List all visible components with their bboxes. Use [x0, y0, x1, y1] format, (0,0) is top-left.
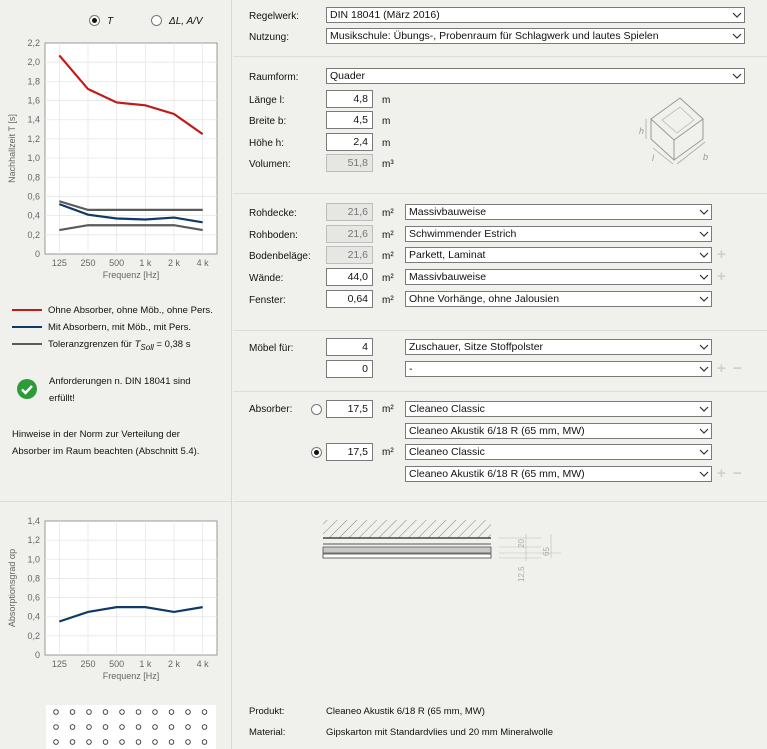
cube-l: l — [652, 153, 654, 163]
rohdecke-area: 21,6 — [326, 203, 373, 221]
divider — [233, 501, 767, 502]
waende-unit: m² — [382, 273, 394, 284]
bodenbelaege-select[interactable] — [405, 247, 712, 263]
chevron-down-icon — [699, 447, 709, 457]
chevron-down-icon — [699, 404, 709, 414]
x-tick-label: 1 k — [139, 659, 152, 669]
absorber-variant-value: Cleaneo Akustik 6/18 R (65 mm, MW) — [409, 425, 585, 437]
fenster-area[interactable]: 0,64 — [326, 290, 373, 308]
y-tick-label: 1,0 — [27, 153, 40, 164]
legend-swatch-gray — [12, 343, 42, 345]
right-panel — [233, 0, 767, 749]
add-moebel-button[interactable]: + — [717, 360, 726, 377]
chevron-down-icon — [699, 207, 709, 217]
remove-moebel-button[interactable]: − — [733, 360, 742, 377]
divider — [233, 391, 767, 392]
laenge-input[interactable]: 4,8 — [326, 90, 373, 108]
y-tick-label: 1,2 — [27, 535, 40, 546]
legend-t: T — [134, 339, 141, 350]
chevron-down-icon — [699, 229, 709, 239]
absorber-product-select-1[interactable] — [405, 401, 712, 417]
absorber-variant-select-1[interactable] — [405, 423, 712, 439]
hint-line2: Absorber im Raum beachten (Abschnitt 5.4). — [12, 446, 200, 457]
plot-area — [45, 43, 217, 254]
legend-swatch-red — [12, 309, 42, 311]
rohdecke-unit: m² — [382, 208, 394, 219]
absorber-product-value: Cleaneo Classic — [409, 446, 485, 458]
rohboden-label: Rohboden: — [249, 230, 298, 241]
absorber-product-value: Cleaneo Classic — [409, 403, 485, 415]
x-axis-label: Frequenz [Hz] — [102, 671, 160, 681]
y-tick-label: 1,8 — [27, 76, 40, 87]
rohboden-area: 21,6 — [326, 225, 373, 243]
x-tick-label: 125 — [51, 659, 67, 669]
y-tick-label: 0,6 — [27, 592, 40, 603]
absorber-product-select-2[interactable] — [405, 444, 712, 460]
absorber-label: Absorber: — [249, 404, 293, 415]
absorber-radio-2[interactable] — [311, 447, 322, 458]
legend-label: Ohne Absorber, ohne Möb., ohne Pers. — [48, 305, 213, 316]
y-tick-label: 0,6 — [27, 191, 40, 202]
x-tick-label: 500 — [109, 659, 125, 669]
absorber-unit-1: m² — [382, 404, 394, 415]
check-icon — [17, 379, 37, 399]
moebel-count-1[interactable]: 4 — [326, 338, 373, 356]
profile-d3: 12,5 — [517, 566, 526, 582]
x-tick-label: 250 — [80, 659, 96, 669]
absorber-unit-2: m² — [382, 447, 394, 458]
y-tick-label: 0,4 — [27, 210, 40, 221]
absorption-chart — [0, 512, 232, 692]
bodenbelaege-value: Parkett, Laminat — [409, 249, 486, 261]
waende-area[interactable]: 44,0 — [326, 268, 373, 286]
absorber-variant-value: Cleaneo Akustik 6/18 R (65 mm, MW) — [409, 468, 585, 480]
waende-label: Wände: — [249, 273, 284, 284]
moebel-type-select-1[interactable] — [405, 339, 712, 355]
volumen-unit: m³ — [382, 159, 394, 170]
plot-area — [45, 521, 217, 655]
y-tick-label: 1,2 — [27, 133, 40, 144]
chevron-down-icon — [732, 71, 742, 81]
x-tick-label: 4 k — [196, 659, 209, 669]
bodenbelaege-label: Bodenbeläge: — [249, 251, 311, 262]
radio-t-label: T — [107, 16, 114, 27]
absorber-area-1[interactable]: 17,5 — [326, 400, 373, 418]
chevron-down-icon — [699, 426, 709, 436]
divider — [233, 330, 767, 331]
raumform-select[interactable] — [326, 68, 745, 84]
product-label: Produkt: — [249, 706, 285, 717]
chevron-down-icon — [699, 272, 709, 282]
legend-swatch-blue — [12, 326, 42, 328]
x-axis-label: Frequenz [Hz] — [102, 270, 160, 280]
x-tick-label: 125 — [51, 258, 67, 268]
remove-absorber-button[interactable]: − — [733, 465, 742, 482]
add-absorber-button[interactable]: + — [717, 465, 726, 482]
divider — [233, 193, 767, 194]
y-tick-label: 1,4 — [27, 516, 40, 526]
regelwerk-value: DIN 18041 (März 2016) — [330, 9, 440, 21]
cube-b: b — [703, 152, 709, 162]
chevron-down-icon — [699, 294, 709, 304]
waende-value: Massivbauweise — [409, 271, 487, 283]
raumform-value: Quader — [330, 70, 366, 82]
reverb-time-chart — [0, 35, 232, 290]
status-line1: Anforderungen n. DIN 18041 sind — [49, 376, 191, 387]
rohboden-select[interactable] — [405, 226, 712, 242]
rohboden-value: Schwimmender Estrich — [409, 228, 517, 240]
volumen-label: Volumen: — [249, 159, 291, 170]
material-label: Material: — [249, 727, 286, 738]
y-tick-label: 0,8 — [27, 172, 40, 183]
moebel-type-value: - — [409, 363, 413, 375]
y-axis-label: Nachhallzeit T [s] — [7, 114, 17, 183]
legend-label: Toleranzgrenzen für — [48, 339, 135, 350]
rohdecke-select[interactable] — [405, 204, 712, 220]
rohdecke-value: Massivbauweise — [409, 206, 487, 218]
absorber-radio-1[interactable] — [311, 404, 322, 415]
chevron-down-icon — [732, 10, 742, 20]
moebel-type-value: Zuschauer, Sitze Stoffpolster — [409, 341, 544, 353]
y-axis-label: Absorptionsgrad αp — [7, 548, 17, 628]
chevron-down-icon — [732, 31, 742, 41]
moebel-label: Möbel für: — [249, 343, 294, 354]
y-tick-label: 0,4 — [27, 611, 40, 622]
y-tick-label: 1,0 — [27, 554, 40, 565]
fenster-label: Fenster: — [249, 295, 286, 306]
bodenbelaege-unit: m² — [382, 251, 394, 262]
legend-item-red — [12, 305, 213, 316]
raumform-label: Raumform: — [249, 72, 299, 83]
divider — [233, 56, 767, 57]
radio-delta-l-label: ΔL, A/V — [169, 16, 203, 27]
add-wand-button[interactable]: + — [717, 268, 726, 285]
hoehe-label: Höhe h: — [249, 138, 285, 149]
y-tick-label: 0 — [34, 650, 40, 660]
laenge-unit: m — [382, 95, 391, 106]
breite-input[interactable]: 4,5 — [326, 111, 373, 129]
nutzung-label: Nutzung: — [249, 32, 290, 43]
hoehe-unit: m — [382, 138, 391, 149]
laenge-label: Länge l: — [249, 95, 285, 106]
waende-select[interactable] — [405, 269, 712, 285]
y-tick-label: 0,8 — [27, 573, 40, 584]
y-tick-label: 1,6 — [27, 95, 40, 106]
rohdecke-label: Rohdecke: — [249, 208, 297, 219]
nutzung-select[interactable] — [326, 28, 745, 44]
chevron-down-icon — [699, 250, 709, 260]
breite-label: Breite b: — [249, 116, 287, 127]
bodenbelaege-area: 21,6 — [326, 246, 373, 264]
y-tick-label: 0 — [34, 249, 40, 259]
product-value: Cleaneo Akustik 6/18 R (65 mm, MW) — [326, 706, 485, 717]
nutzung-value: Musikschule: Übungs-, Probenraum für Schlagwerk und lautes Spielen — [330, 30, 659, 42]
regelwerk-label: Regelwerk: — [249, 11, 300, 22]
x-tick-label: 1 k — [139, 258, 152, 268]
cube-diagram — [637, 92, 727, 167]
profile-d1: 20 — [517, 539, 526, 548]
x-tick-label: 4 k — [196, 258, 209, 268]
construction-profile-diagram — [321, 516, 591, 588]
x-tick-label: 250 — [80, 258, 96, 268]
fenster-select[interactable] — [405, 291, 712, 307]
fenster-value: Ohne Vorhänge, ohne Jalousien — [409, 293, 560, 305]
hoehe-input[interactable]: 2,4 — [326, 133, 373, 151]
legend-label: Mit Absorbern, mit Möb., mit Pers. — [48, 322, 192, 333]
chevron-down-icon — [699, 364, 709, 374]
chevron-down-icon — [699, 342, 709, 352]
x-tick-label: 2 k — [167, 258, 181, 268]
absorber-area-2[interactable]: 17,5 — [326, 443, 373, 461]
hint-line1: Hinweise in der Norm zur Verteilung der — [12, 429, 180, 440]
fenster-unit: m² — [382, 295, 394, 306]
chevron-down-icon — [699, 469, 709, 479]
legend-suffix: = 0,38 s — [153, 339, 191, 350]
divider — [0, 501, 231, 502]
left-panel — [0, 0, 232, 749]
moebel-count-2[interactable]: 0 — [326, 360, 373, 378]
y-tick-label: 0,2 — [27, 229, 40, 240]
y-tick-label: 0,2 — [27, 630, 40, 641]
status-line2: erfüllt! — [49, 393, 75, 404]
add-bodenbelag-button[interactable]: + — [717, 246, 726, 263]
legend-item-gray — [12, 339, 190, 352]
legend-sub: Soll — [140, 342, 154, 352]
moebel-type-select-2[interactable] — [405, 361, 712, 377]
rohboden-unit: m² — [382, 230, 394, 241]
profile-d2: 65 — [542, 547, 551, 556]
cube-h: h — [639, 126, 645, 136]
material-value: Gipskarton mit Standardvlies und 20 mm Mineralwolle — [326, 727, 554, 738]
regelwerk-select[interactable] — [326, 7, 745, 23]
absorber-variant-select-2[interactable] — [405, 466, 712, 482]
y-tick-label: 2,0 — [27, 57, 40, 68]
radio-t[interactable] — [89, 15, 100, 26]
volumen-output: 51,8 — [326, 154, 373, 172]
x-tick-label: 500 — [109, 258, 125, 268]
perforated-panel-preview — [46, 705, 216, 749]
legend-item-blue — [12, 322, 191, 333]
x-tick-label: 2 k — [167, 659, 181, 669]
breite-unit: m — [382, 116, 391, 127]
radio-delta-l[interactable] — [151, 15, 162, 26]
y-tick-label: 2,2 — [27, 38, 40, 48]
y-tick-label: 1,4 — [27, 114, 40, 125]
